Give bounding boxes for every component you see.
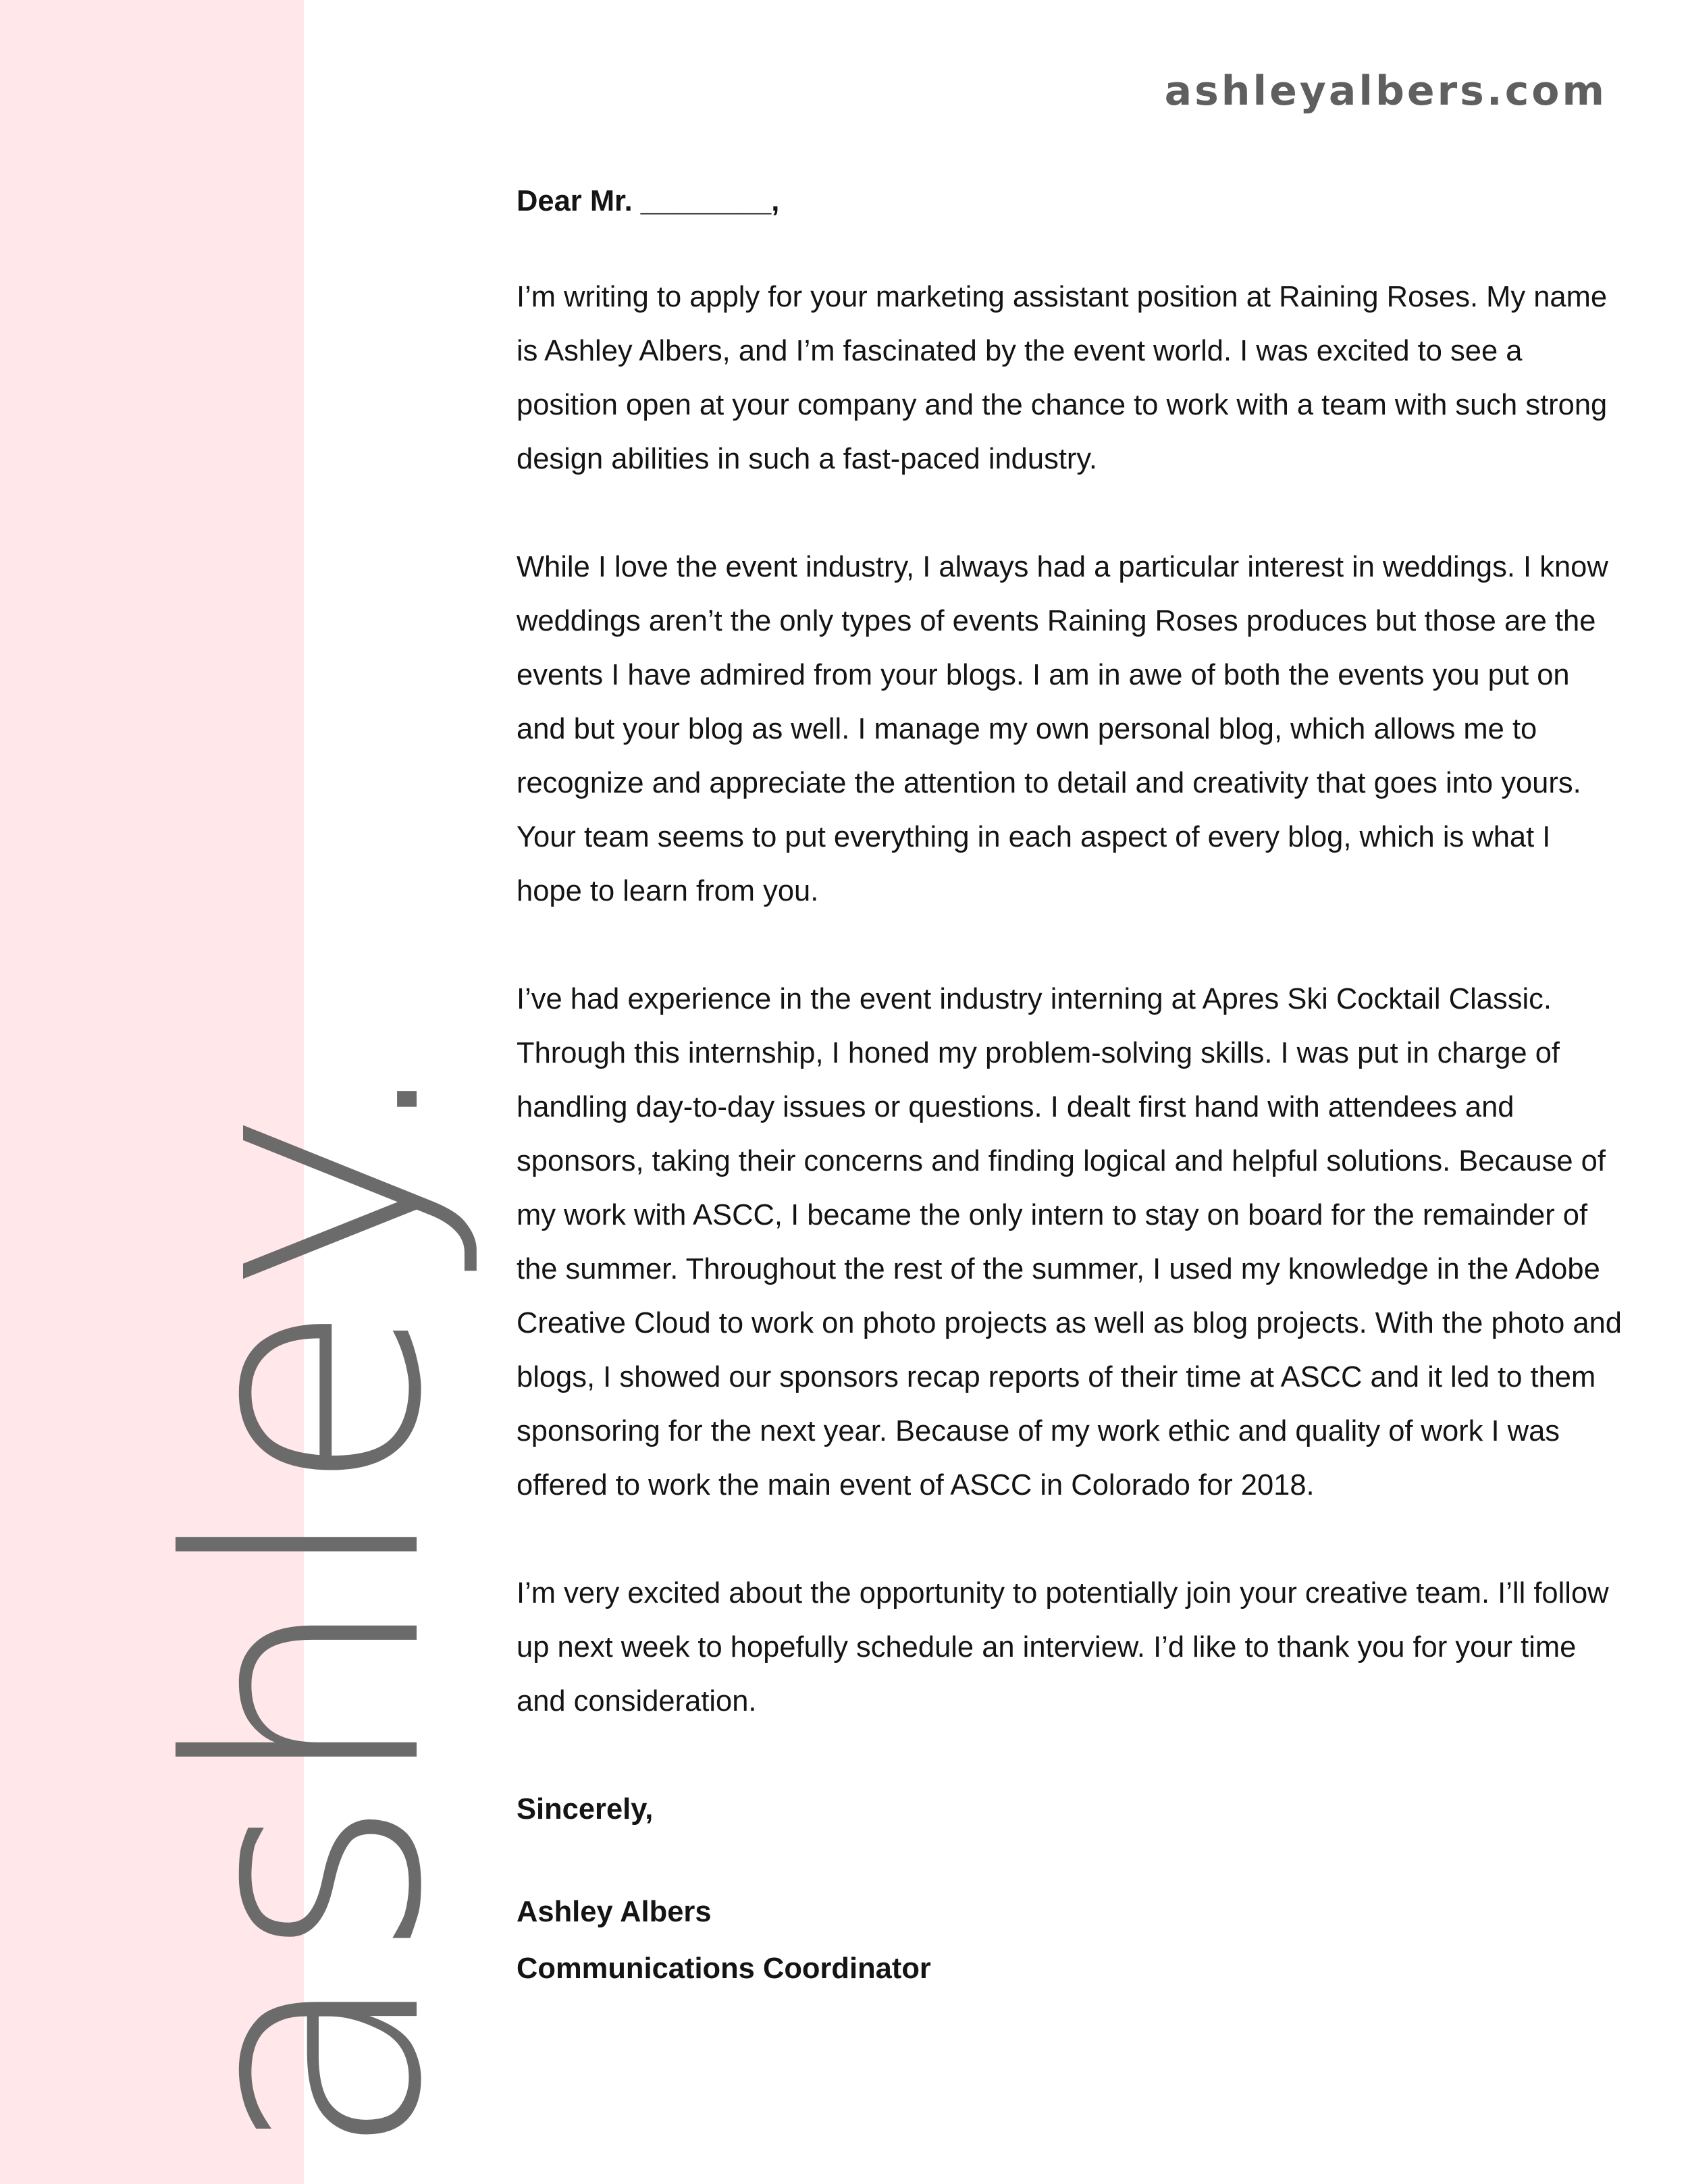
letter-body [517, 174, 1624, 1997]
paragraph-experience: I’ve had experience in the event industry interning at Apres Ski Cocktail Classic. Through this internship, I honed my problem-solving skills. I was put in charge of handling day-to-day issues or questions. I dealt first hand with attendees and sponsors, taking their concerns and finding logical and helpful solutions. Because of my work with ASCC, I became the only intern to stay on board for the remainder of the summer. Throughout the rest of the summer, I used my knowledge in the Adobe Creative Cloud to work on photo projects as well as blog projects. With the photo and blogs, I showed our sponsors recap reports of their time at ASCC and it led to them sponsoring for the next year. Because of my work ethic and quality of work I was offered to work the main event of ASCC in Colorado for 2018. [517, 983, 1622, 1501]
salutation: Dear Mr. ________, [517, 185, 780, 217]
paragraph-closing: I’m very excited about the opportunity to potentially join your creative team. I’ll follow up next week to hopefully schedule an interview. I’d like to thank you for your time and consideration. [517, 1577, 1609, 1717]
closing-line: Sincerely, [517, 1793, 654, 1826]
website-url: ashleyalbers.com [1164, 68, 1607, 115]
paragraph-intro: I’m writing to apply for your marketing assistant position at Raining Roses. My name is Ashley Albers, and I’m fascinated by the event world. I was excited to see a position open at your company and the chance to work with a team with such strong design abilities in such a fast-paced industry. [517, 281, 1608, 475]
vertical-name-logo: ashley. [122, 1044, 492, 2160]
signature-name: Ashley Albers [517, 1896, 712, 1928]
signature-title: Communications Coordinator [517, 1952, 931, 1985]
paragraph-interest: While I love the event industry, I always had a particular interest in weddings. I know weddings aren’t the only types of events Raining Roses produces but those are the events I have admired from your blogs. I am in awe of both the events you put on and but your blog as well. I manage my own personal blog, which allows me to recognize and appreciate the attention to detail and creativity that goes into yours. Your team seems to put everything in each aspect of every blog, which is what I hope to learn from you. [517, 551, 1608, 907]
